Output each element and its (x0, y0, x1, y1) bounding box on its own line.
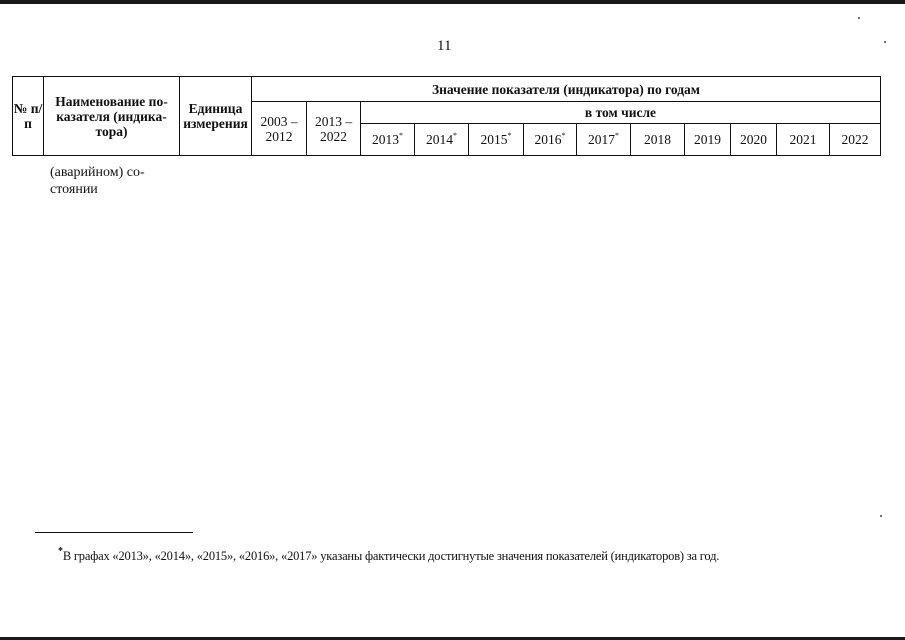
footnote-mark: * (507, 130, 512, 140)
continuation-line: (аварийном) со- (50, 165, 145, 180)
footnote-text: В графах «2013», «2014», «2015», «2016», «2017» указаны фактически достигнутые значения показателей (индикаторов) за год. (62, 549, 720, 563)
header-year-text: 2015 (480, 132, 508, 147)
header-including (361, 102, 881, 124)
header-year-text: 2018 (644, 132, 671, 147)
header-year (469, 124, 524, 156)
header-year (415, 124, 469, 156)
indicator-name-continuation (50, 164, 145, 198)
header-year (830, 124, 881, 156)
header-year-text: 2017 (588, 132, 615, 147)
header-year (361, 124, 415, 156)
indicators-table (12, 76, 881, 156)
header-year-text: 2019 (694, 132, 721, 147)
header-unit (180, 77, 252, 156)
header-year (777, 124, 830, 156)
scan-speck (884, 41, 886, 43)
footnote-asterisk: * (58, 545, 63, 557)
continuation-line: стоянии (50, 182, 98, 197)
header-year-text: 2020 (740, 132, 767, 147)
header-period-2013-2022-text: 2013 – 2022 (314, 113, 353, 144)
header-indicator-name-text: Наименование по-казателя (индика-тора) (55, 93, 168, 139)
header-year (524, 124, 577, 156)
header-year (731, 124, 777, 156)
header-year (577, 124, 631, 156)
header-indicator-name (44, 77, 180, 156)
header-period-2003-2012 (252, 102, 307, 156)
header-including-text: в том числе (584, 105, 657, 120)
scan-speck (858, 17, 860, 19)
footnote-mark: * (399, 130, 403, 140)
header-unit-text: Единица измерения (183, 101, 248, 131)
header-year-text: 2022 (841, 132, 869, 147)
footnote-mark: * (561, 130, 566, 140)
footnote (58, 545, 720, 564)
header-period-2003-2012-text: 2003 – 2012 (260, 113, 298, 144)
footnote-separator (35, 532, 193, 533)
header-year-text: 2021 (789, 132, 817, 147)
footnote-mark: * (615, 130, 619, 140)
scan-speck (880, 515, 882, 517)
header-number (13, 77, 44, 156)
scan-edge-top (0, 0, 905, 4)
header-year (685, 124, 731, 156)
header-values-by-year (252, 77, 881, 102)
page-number: 11 (437, 38, 452, 54)
header-year-text: 2014 (426, 132, 453, 147)
header-values-by-year-text: Значение показателя (индикатора) по годам (432, 81, 700, 97)
footnote-mark: * (453, 130, 457, 140)
header-year-text: 2013 (372, 132, 399, 147)
header-period-2013-2022 (307, 102, 361, 156)
header-number-text: № п/п (13, 101, 43, 131)
header-year (631, 124, 685, 156)
header-year-text: 2016 (534, 132, 562, 147)
